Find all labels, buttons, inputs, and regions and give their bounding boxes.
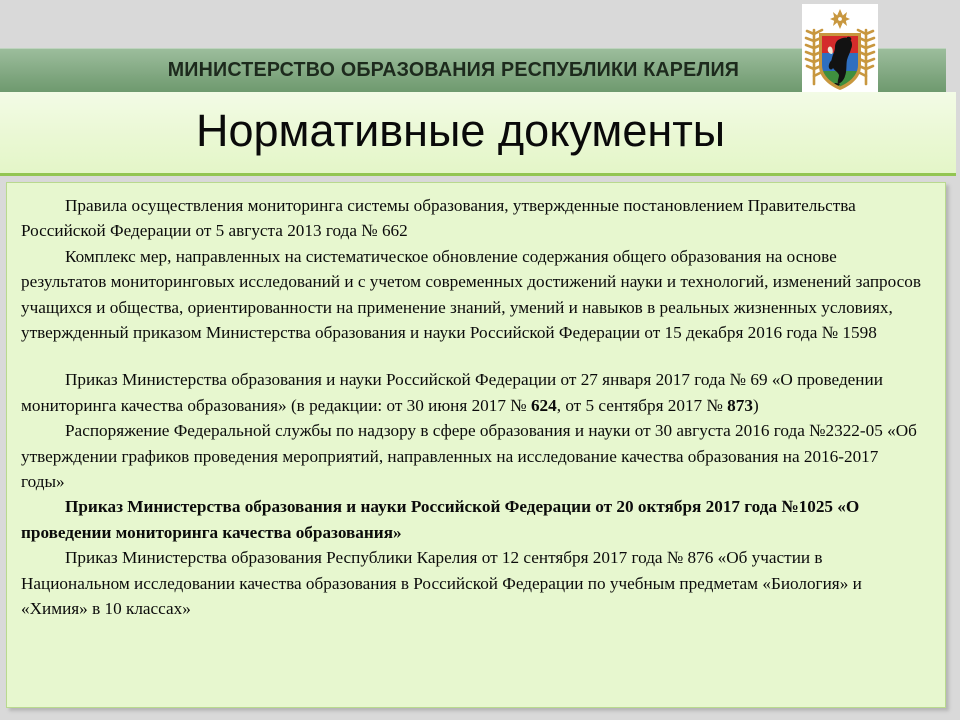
ministry-banner-text: МИНИСТЕРСТВО ОБРАЗОВАНИЯ РЕСПУБЛИКИ КАРЕЛИЯ (168, 58, 740, 81)
document-list-content (6, 182, 946, 708)
document-paragraph-1: Правила осуществления мониторинга системы образования, утвержденные постановлением Правительства Российской Федерации от 5 августа 2013 года № 662 (21, 196, 856, 241)
slide-title-box (0, 92, 956, 176)
p3-order-number-624: 624 (530, 395, 557, 415)
document-paragraph-2: Комплекс мер, направленных на систематическое обновление содержания общего образования на основе результатов мониторинговых исследований и с учетом современных достижений науки и технологий, изменений запросов учащихся и общества, ориентированности на применение знаний, умений и навыков в реальных жизненных условиях, утвержденный приказом Министерства образования и науки Российской Федерации от 15 декабря 2016 года № 1598 (21, 246, 921, 343)
p3-text-b: , от 5 сентября 2017 № (556, 395, 728, 415)
page-title: Нормативные документы (196, 105, 726, 156)
paragraph-spacer (21, 345, 923, 367)
p3-text-a: Приказ Министерства образования и науки Российской Федерации от 27 января 2017 года № 69 «О проведении мониторинга качества образования» (в редакции: от 30 июня 2017 № (21, 370, 883, 415)
document-paragraph-5: Приказ Министерства образования и науки Российской Федерации от 20 октября 2017 года №1025 «О проведении мониторинга качества образования» (21, 497, 860, 542)
p3-order-number-873: 873 (727, 395, 753, 415)
coat-of-arms-karelia-icon (802, 4, 878, 96)
p3-text-c: ) (752, 395, 759, 415)
document-paragraph-4: Распоряжение Федеральной службы по надзору в сфере образования и науки от 30 августа 2016 года №2322-05 «Об утверждении графиков проведения мероприятий, направленных на исследование качества образования на 2016-2017 годы» (21, 421, 917, 492)
document-paragraph-3 (21, 367, 923, 418)
document-paragraph-6: Приказ Министерства образования Республики Карелия от 12 сентября 2017 года № 876 «Об участии в Национальном исследовании качества образования в Российской Федерации по учебным предметам «Биология» и «Химия» в 10 классах» (21, 548, 862, 619)
